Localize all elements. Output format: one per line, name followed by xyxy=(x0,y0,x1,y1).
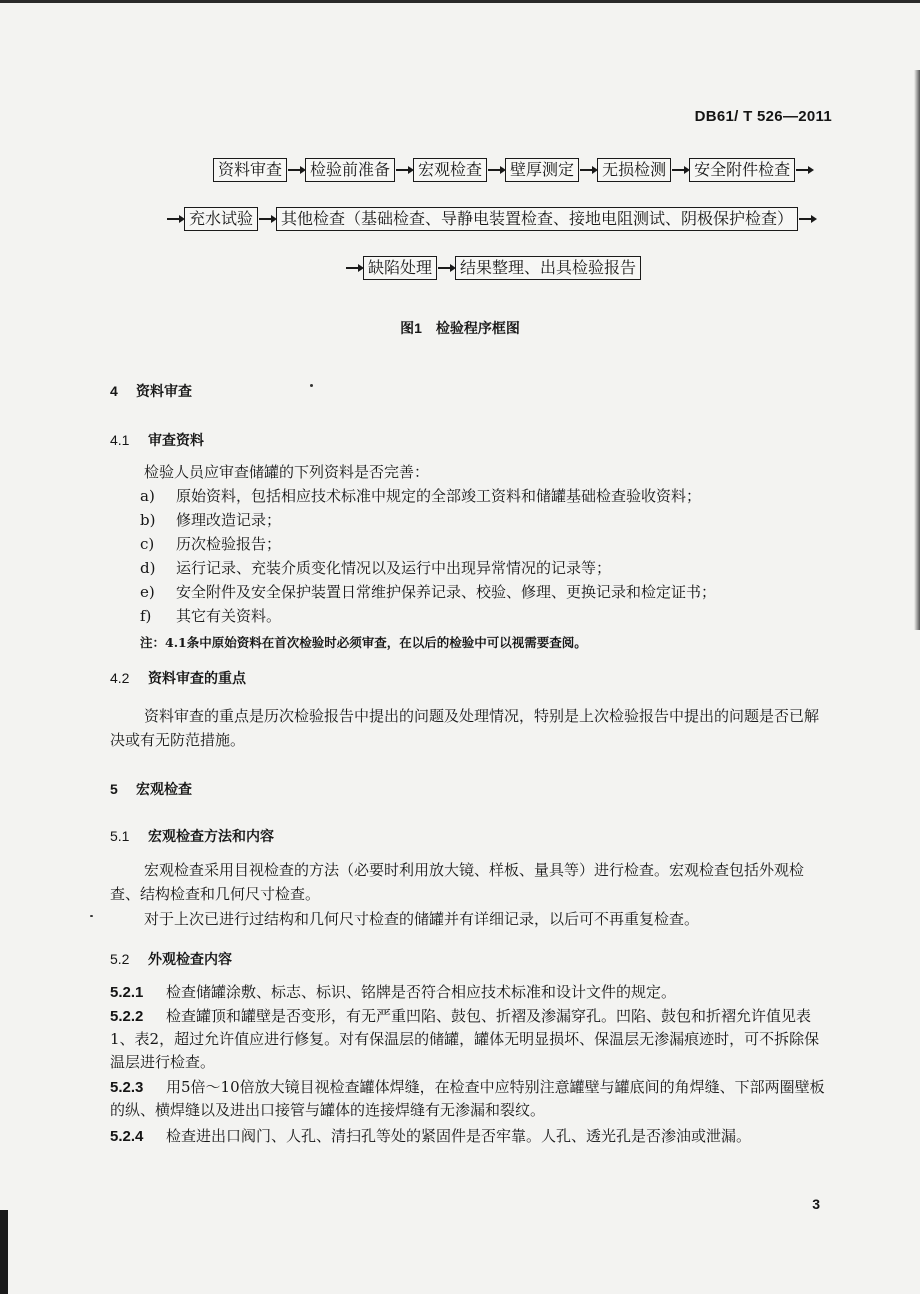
list-marker: f) xyxy=(140,607,152,625)
flow-step-document-review: 资料审查 xyxy=(213,158,287,182)
list-marker: c) xyxy=(140,535,155,553)
section-title: 资料审查的重点 xyxy=(148,670,246,686)
section-5-1-paragraph-2: 对于上次已进行过结构和几何尺寸检查的储罐并有详细记录，以后可不再重复检查。 xyxy=(144,910,700,928)
flowchart-row-1 xyxy=(213,158,813,182)
section-number: 4.1 xyxy=(110,432,130,448)
list-item xyxy=(140,485,701,506)
section-5-heading xyxy=(110,779,192,799)
document-code: DB61/ T 526—2011 xyxy=(694,108,832,125)
flow-arrow-icon xyxy=(438,267,454,269)
list-text: 其它有关资料。 xyxy=(176,607,282,625)
flow-step-macro-check: 宏观检查 xyxy=(413,158,487,182)
flow-step-preparation: 检验前准备 xyxy=(305,158,395,182)
section-title: 审查资料 xyxy=(148,432,204,448)
list-text: 原始资料，包括相应技术标准中规定的全部竣工资料和储罐基础检查验收资料； xyxy=(176,487,702,505)
list-marker: d) xyxy=(140,559,156,577)
clause-number: 5.2.4 xyxy=(110,1128,144,1145)
flow-step-other-checks: 其他检查（基础检查、导静电装置检查、接地电阻测试、阴极保护检查） xyxy=(276,207,798,231)
flow-arrow-icon xyxy=(799,218,815,220)
section-number: 4.2 xyxy=(110,670,130,686)
list-item xyxy=(140,557,611,578)
section-4-1-intro: 检验人员应审查储罐的下列资料是否完善： xyxy=(144,463,430,481)
scan-speck xyxy=(90,915,93,917)
section-title: 外观检查内容 xyxy=(148,951,232,967)
list-item xyxy=(140,533,281,554)
clause-number: 5.2.2 xyxy=(110,1008,144,1025)
flowchart-row-2 xyxy=(166,207,816,231)
scan-edge-right xyxy=(914,70,920,630)
list-text: 安全附件及安全保护装置日常维护保养记录、校验、修理、更换记录和检定证书； xyxy=(176,583,717,601)
flow-step-water-test: 充水试验 xyxy=(184,207,258,231)
section-number: 4 xyxy=(110,383,118,399)
section-title: 宏观检查 xyxy=(136,781,192,797)
scan-speck xyxy=(310,384,313,387)
list-item xyxy=(140,581,716,602)
flow-step-thickness: 壁厚测定 xyxy=(505,158,579,182)
flow-arrow-icon xyxy=(288,169,304,171)
clause-5-2-1 xyxy=(110,981,832,1004)
scan-edge-top xyxy=(0,0,920,14)
clause-text: 检查罐顶和罐壁是否变形，有无严重凹陷、鼓包、折褶及渗漏穿孔。凹陷、鼓包和折褶允许值见表1、表2，超过允许值应进行修复。对有保温层的储罐，罐体无明显损坏、保温层无渗漏痕迹时，可不拆除保温层进行检查。 xyxy=(110,1007,820,1071)
flow-arrow-icon xyxy=(346,267,362,269)
section-5-1-heading xyxy=(110,826,274,846)
list-text: 修理改造记录； xyxy=(176,511,282,529)
list-item xyxy=(140,605,281,626)
list-item xyxy=(140,509,281,530)
clause-text: 检查储罐涂敷、标志、标识、铭牌是否符合相应技术标准和设计文件的规定。 xyxy=(166,983,677,1001)
flow-arrow-icon xyxy=(167,218,183,220)
list-marker: b) xyxy=(140,511,156,529)
section-title: 资料审查 xyxy=(136,383,192,399)
flow-arrow-icon xyxy=(396,169,412,171)
flow-step-defect-handling: 缺陷处理 xyxy=(363,256,437,280)
clause-number: 5.2.1 xyxy=(110,984,144,1001)
scan-edge-left xyxy=(0,1210,8,1294)
clause-5-2-4 xyxy=(110,1125,832,1148)
flow-arrow-icon xyxy=(796,169,812,171)
section-number: 5 xyxy=(110,781,118,797)
section-title: 宏观检查方法和内容 xyxy=(148,828,274,844)
flow-step-report: 结果整理、出具检验报告 xyxy=(455,256,641,280)
flow-step-safety-accessories: 安全附件检查 xyxy=(689,158,795,182)
page-number: 3 xyxy=(812,1196,820,1212)
clause-5-2-3 xyxy=(110,1076,832,1122)
list-text: 历次检验报告； xyxy=(176,535,282,553)
list-text: 运行记录、充装介质变化情况以及运行中出现异常情况的记录等； xyxy=(176,559,612,577)
section-number: 5.2 xyxy=(110,951,130,967)
section-4-heading xyxy=(110,381,192,401)
flow-arrow-icon xyxy=(488,169,504,171)
flowchart-row-3 xyxy=(345,256,641,280)
clause-5-2-2 xyxy=(110,1005,832,1074)
section-5-2-heading xyxy=(110,949,232,969)
list-marker: e) xyxy=(140,583,155,601)
section-4-2-heading xyxy=(110,668,246,688)
flow-arrow-icon xyxy=(580,169,596,171)
clause-number: 5.2.3 xyxy=(110,1079,144,1096)
section-4-1-heading xyxy=(110,430,204,450)
section-5-1-paragraph-1: 宏观检查采用目视检查的方法（必要时利用放大镜、样板、量具等）进行检查。宏观检查包括外观检查、结构检查和几何尺寸检查。 xyxy=(110,861,805,903)
list-marker: a) xyxy=(140,487,155,505)
clause-text: 用5倍～10倍放大镜目视检查罐体焊缝，在检查中应特别注意罐壁与罐底间的角焊缝、下部两圈壁板的纵、横焊缝以及进出口接管与罐体的连接焊缝有无渗漏和裂纹。 xyxy=(110,1078,825,1119)
section-4-1-note: 注：4.1条中原始资料在首次检验时必须审查，在以后的检验中可以视需要查阅。 xyxy=(140,635,587,650)
flow-step-ndt: 无损检测 xyxy=(597,158,671,182)
clause-text: 检查进出口阀门、人孔、清扫孔等处的紧固件是否牢靠。人孔、透光孔是否渗油或泄漏。 xyxy=(166,1127,752,1145)
section-4-2-body: 资料审查的重点是历次检验报告中提出的问题及处理情况，特别是上次检验报告中提出的问题是否已解决或有无防范措施。 xyxy=(110,707,820,749)
flow-arrow-icon xyxy=(672,169,688,171)
section-number: 5.1 xyxy=(110,828,130,844)
figure-caption: 图1 检验程序框图 xyxy=(400,320,520,336)
flow-arrow-icon xyxy=(259,218,275,220)
